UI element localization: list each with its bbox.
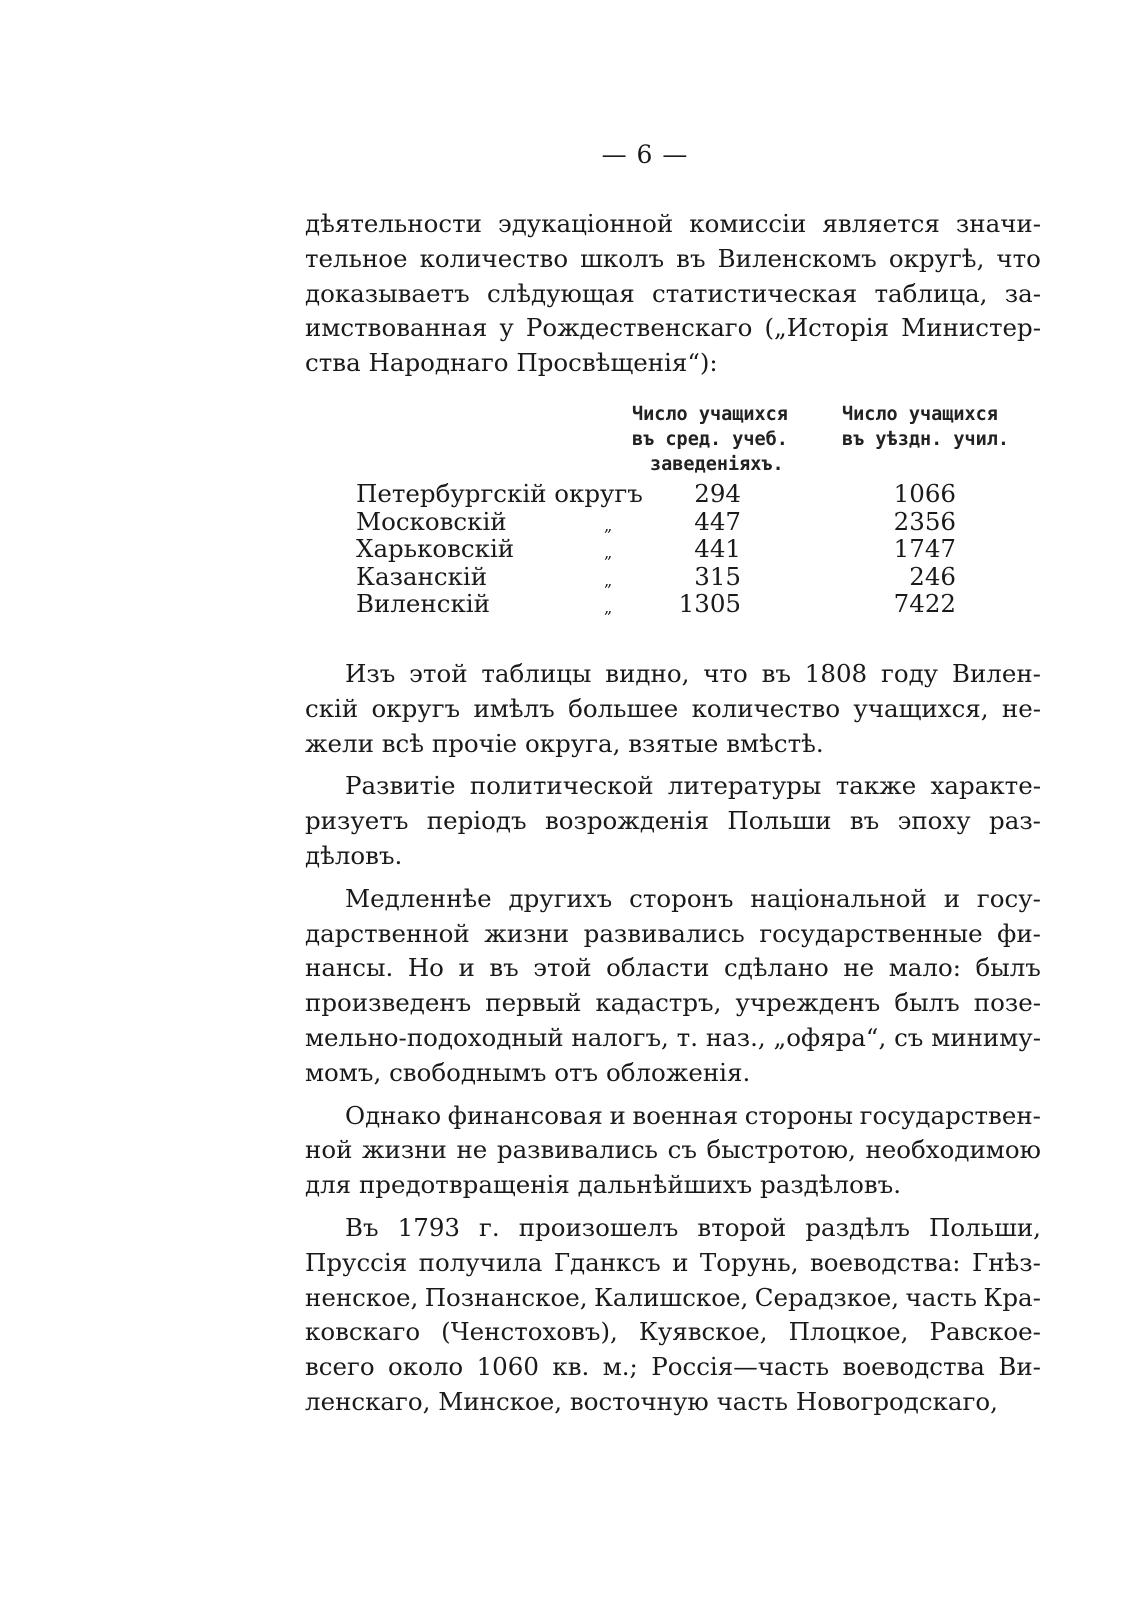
word: имѣлъ: [473, 693, 555, 723]
word: не: [456, 1135, 488, 1165]
word: раз-: [989, 806, 1041, 836]
word: Польши,: [929, 1212, 1041, 1242]
district-name: Казанскій: [356, 561, 488, 591]
word: Пруссія: [305, 1247, 408, 1277]
word: дальнѣйшихъ: [577, 1170, 753, 1200]
text-line: [305, 951, 1041, 986]
word: этой: [533, 953, 592, 983]
word: Гданксъ: [553, 1247, 661, 1277]
word: Серадзкое,: [754, 1282, 900, 1312]
secondary-count: 447: [694, 506, 741, 536]
word: ризуетъ: [305, 806, 409, 836]
word: и: [943, 883, 961, 913]
word: ства: [305, 348, 361, 378]
word: кв.: [552, 1352, 590, 1382]
district-name: Харьковскій: [356, 534, 515, 563]
word: обложенія.: [605, 1057, 751, 1087]
word: миниму-: [931, 1022, 1041, 1052]
text-line: [305, 1168, 1041, 1203]
word: періодъ: [426, 806, 527, 836]
word: также: [835, 771, 917, 801]
word: сторонъ: [629, 883, 734, 913]
ditto-mark: „: [604, 515, 613, 535]
word: комиссіи: [689, 209, 807, 238]
district-name: Петербургскій округъ: [356, 479, 643, 508]
paragraph: [305, 657, 1041, 761]
word: ковскаго: [305, 1317, 421, 1347]
word: 1060: [476, 1352, 539, 1382]
word: часть: [905, 1282, 977, 1312]
word: ной: [305, 1135, 353, 1165]
word: имствованная: [305, 313, 488, 343]
page-number: — 6 —: [601, 140, 689, 169]
word: т.: [676, 1022, 699, 1052]
word: стороны: [744, 1100, 854, 1130]
secondary-count: 315: [694, 561, 741, 591]
word: Кра-: [983, 1282, 1041, 1312]
word: таблицы: [481, 659, 592, 688]
word: другихъ: [508, 883, 613, 913]
word: округа,: [525, 728, 621, 758]
word: для: [305, 1170, 352, 1200]
word: что: [996, 243, 1041, 273]
word: государствен-: [859, 1100, 1041, 1130]
word: нансы.: [305, 953, 394, 983]
word: Плоцкое,: [788, 1317, 909, 1347]
word: Новогродскаго,: [795, 1386, 998, 1416]
text-line: [305, 242, 1041, 277]
paragraph: [305, 1211, 1041, 1420]
word: кадастръ,: [595, 988, 722, 1018]
word: быстротою,: [706, 1135, 856, 1165]
word: Калишское,: [593, 1282, 749, 1312]
district-name: Московскій: [356, 506, 507, 536]
word: восточную: [569, 1386, 709, 1416]
word: Народнаго: [368, 348, 509, 378]
district-count: 7422: [893, 589, 956, 618]
word: раздѣлъ: [805, 1212, 910, 1242]
word: сдѣлано: [723, 953, 829, 983]
text-line: [305, 986, 1041, 1021]
word: воеводства: [842, 1352, 985, 1382]
word: возрожденія: [544, 806, 710, 836]
word: взятые: [628, 728, 719, 758]
paragraph: [305, 882, 1041, 1091]
word: Равское-: [929, 1317, 1041, 1347]
word: г.: [479, 1212, 500, 1242]
word: воеводства:: [809, 1247, 961, 1277]
statistics-table: [356, 480, 976, 618]
word: Развитіе: [345, 771, 456, 801]
word: раздѣловъ.: [760, 1170, 902, 1200]
word: („Исторія: [764, 313, 890, 343]
text-line: [305, 727, 1041, 762]
word: всѣ: [381, 728, 425, 758]
table-row: [356, 480, 976, 508]
word: Министер-: [901, 313, 1041, 343]
word: государственные: [759, 918, 983, 948]
word: необходимою: [865, 1135, 1041, 1165]
text-line: [305, 207, 1041, 242]
word: Минское,: [438, 1386, 563, 1416]
word: ленскаго,: [305, 1386, 431, 1416]
word: первый: [485, 988, 582, 1018]
word: наз.,: [705, 1022, 766, 1052]
word: большее: [568, 693, 679, 723]
word: значи-: [955, 209, 1041, 238]
word: дѣятельности: [305, 209, 482, 238]
word: видно,: [605, 659, 690, 688]
word: мельно-подоходный: [305, 1022, 564, 1052]
word: въ: [849, 806, 880, 836]
word: 1808: [804, 659, 868, 688]
text-line: [305, 1056, 1041, 1091]
word: количество: [419, 243, 569, 273]
word: у: [499, 313, 514, 343]
word: политической: [469, 771, 654, 801]
text-line: [305, 839, 1041, 874]
word: Ви-: [998, 1352, 1041, 1382]
word: Польши: [727, 806, 832, 836]
word: и: [458, 953, 475, 983]
word: Куявское,: [638, 1317, 768, 1347]
word: финансовая: [447, 1100, 603, 1130]
word: округъ: [371, 693, 461, 723]
intro-paragraph: [305, 207, 1041, 381]
word: въ: [676, 243, 706, 273]
word: и: [672, 1247, 689, 1277]
header-line: заведеніяхъ.: [650, 454, 784, 475]
word: „офяра“,: [773, 1022, 887, 1052]
word: съ: [667, 1135, 697, 1165]
word: позе-: [973, 988, 1041, 1018]
word: учрежденъ: [735, 988, 881, 1018]
word: въ: [489, 953, 519, 983]
word: эпоху: [897, 806, 971, 836]
word: не: [843, 953, 875, 983]
text-line: [305, 1385, 1041, 1420]
word: съ: [894, 1022, 924, 1052]
word: тельное: [305, 243, 408, 273]
word: отъ: [554, 1057, 599, 1087]
district-count: 246: [909, 561, 956, 591]
table-row: [356, 563, 976, 591]
word: Виленскомъ: [717, 243, 877, 273]
text-line: [305, 311, 1041, 346]
word: налогъ,: [571, 1022, 669, 1052]
word: 1793: [397, 1212, 460, 1242]
word: госу-: [976, 883, 1041, 913]
secondary-count: 294: [694, 479, 741, 508]
word: всего: [305, 1352, 375, 1382]
body-paragraphs: [305, 657, 1041, 1428]
text-line: [305, 1350, 1041, 1385]
word: Однако: [345, 1100, 442, 1130]
table-row: [356, 535, 976, 563]
ditto-mark: „: [604, 570, 613, 590]
word: дѣловъ.: [305, 840, 403, 870]
word: второй: [697, 1212, 787, 1242]
text-line: [305, 1246, 1041, 1281]
text-line: [305, 346, 1041, 381]
word: статистическая: [652, 278, 858, 308]
word: учащихся,: [853, 693, 989, 723]
text-line: [305, 657, 1041, 692]
word: м.;: [602, 1352, 638, 1382]
word: былъ: [894, 988, 960, 1018]
paragraph: [305, 1099, 1041, 1203]
word: произошелъ: [518, 1212, 679, 1242]
word: прочіе: [431, 728, 518, 758]
text-line: [305, 917, 1041, 952]
header-line: Число учащихся: [842, 404, 998, 425]
text-line: [305, 1099, 1041, 1134]
text-line: [305, 1021, 1041, 1056]
word: свободнымъ: [389, 1057, 547, 1087]
word: фи-: [997, 918, 1041, 948]
word: военная: [632, 1100, 739, 1130]
text-line: [305, 692, 1041, 727]
word: году: [881, 659, 939, 688]
word: въ: [761, 659, 791, 688]
word: слѣдующая: [486, 278, 635, 308]
word: ненское,: [305, 1282, 419, 1312]
word: Изъ: [345, 659, 396, 688]
header-line: въ уѣздн. учил.: [842, 429, 1010, 450]
table-row: [356, 508, 976, 536]
word: доказываетъ: [305, 278, 470, 308]
table-row: [356, 590, 976, 618]
word: момъ,: [305, 1057, 382, 1087]
district-name: Виленскій: [356, 589, 490, 618]
word: Въ: [345, 1212, 379, 1242]
word: національной: [750, 883, 927, 913]
word: Познанское,: [424, 1282, 588, 1312]
word: является: [822, 209, 940, 238]
district-count: 1747: [893, 534, 956, 563]
word: развивались: [583, 918, 745, 948]
word: Вилен-: [951, 659, 1041, 688]
word: за-: [1004, 278, 1041, 308]
word: Гнѣз-: [971, 1247, 1041, 1277]
word: Медленнѣе: [345, 883, 492, 913]
word: этой: [409, 659, 468, 688]
ditto-mark: „: [604, 598, 613, 617]
word: эдукаціонной: [498, 209, 674, 238]
word: что: [703, 659, 748, 688]
word: жели: [305, 728, 374, 758]
word: литературы: [667, 771, 822, 801]
word: около: [388, 1352, 464, 1382]
text-line: [305, 769, 1041, 804]
word: мало:: [888, 953, 961, 983]
text-line: [305, 277, 1041, 312]
secondary-count: 1305: [678, 589, 741, 618]
word: предотвращенія: [358, 1170, 570, 1200]
word: не-: [1001, 693, 1041, 723]
word: Просвѣщенія“):: [516, 348, 718, 378]
word: жизни: [362, 1135, 447, 1165]
word: (Ченстоховъ),: [441, 1317, 618, 1347]
ditto-mark: „: [604, 543, 613, 562]
word: вмѣстѣ.: [726, 728, 824, 758]
word: и: [609, 1100, 626, 1130]
word: часть: [716, 1386, 788, 1416]
word: Рождественскаго: [525, 313, 753, 343]
word: скій: [305, 693, 359, 723]
text-line: [305, 804, 1041, 839]
text-line: [305, 1211, 1041, 1246]
word: количество: [691, 693, 841, 723]
table-header-secondary-schools: [632, 402, 832, 477]
word: жизни: [484, 918, 570, 948]
text-line: [305, 1133, 1041, 1168]
word: Но: [407, 953, 444, 983]
text-line: [305, 1281, 1041, 1316]
word: дарственной: [305, 918, 470, 948]
text-line: [305, 882, 1041, 917]
word: Торунь,: [699, 1247, 799, 1277]
paragraph: [305, 769, 1041, 873]
word: произведенъ: [305, 988, 472, 1018]
word: округѣ,: [888, 243, 985, 273]
word: характе-: [930, 771, 1041, 801]
word: получила: [418, 1247, 543, 1277]
word: былъ: [975, 953, 1041, 983]
secondary-count: 441: [694, 534, 741, 563]
word: области: [606, 953, 710, 983]
word: развивались: [496, 1135, 659, 1165]
word: таблица,: [874, 278, 988, 308]
text-line: [305, 1315, 1041, 1350]
word: Россія—часть: [651, 1352, 830, 1382]
table-header-district-schools: [842, 402, 1042, 452]
header-line: въ сред. учеб.: [632, 429, 788, 450]
header-line: Число учащихся: [632, 404, 788, 425]
word: школъ: [580, 243, 665, 273]
district-count: 2356: [893, 506, 956, 536]
district-count: 1066: [893, 479, 956, 508]
